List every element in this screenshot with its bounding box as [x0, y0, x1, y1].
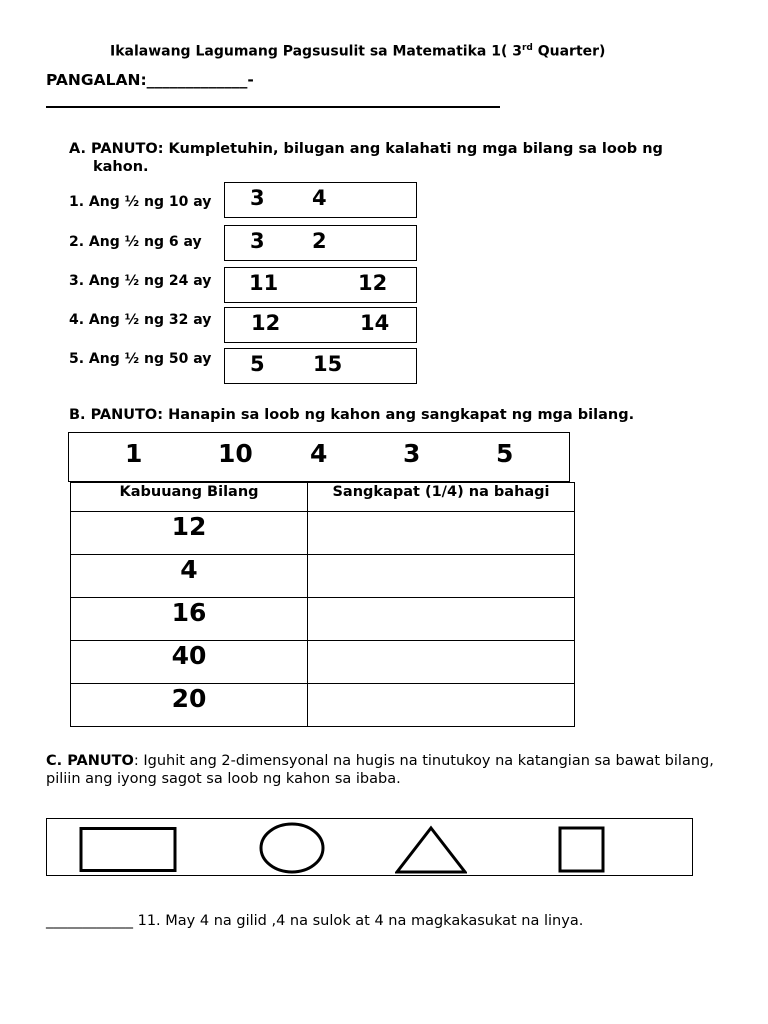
table-row	[71, 555, 575, 598]
choice[interactable]: 11	[249, 271, 279, 295]
name-field-label: PANGALAN:_____________-	[46, 71, 254, 89]
total-number: 20	[71, 684, 308, 727]
choice[interactable]: 5	[496, 439, 514, 468]
fraction-table	[70, 482, 575, 727]
item-2-box[interactable]	[224, 225, 417, 261]
triangle-shape[interactable]	[395, 825, 467, 874]
table-row	[71, 512, 575, 555]
rectangle-shape[interactable]	[79, 827, 177, 873]
item-4-label: 4. Ang ½ ng 32 ay	[69, 312, 212, 328]
table-row	[71, 641, 575, 684]
shapes-box	[46, 818, 693, 876]
square-shape[interactable]	[558, 826, 606, 874]
total-number: 12	[71, 512, 308, 555]
choices-box	[68, 432, 570, 482]
choice[interactable]: 12	[251, 311, 281, 335]
item-5-label: 5. Ang ½ ng 50 ay	[69, 351, 212, 367]
item-5-box[interactable]	[224, 348, 417, 384]
choice[interactable]: 3	[250, 229, 265, 253]
table-row	[71, 598, 575, 641]
answer-cell[interactable]	[308, 684, 575, 727]
table-row	[71, 684, 575, 727]
total-number: 16	[71, 598, 308, 641]
item-1-label: 1. Ang ½ ng 10 ay	[69, 194, 212, 210]
total-number: 40	[71, 641, 308, 684]
table-header-row	[71, 483, 575, 512]
column-header: Sangkapat (1/4) na bahagi	[308, 483, 575, 512]
choice[interactable]: 3	[403, 439, 421, 468]
choice[interactable]: 4	[312, 186, 327, 210]
answer-cell[interactable]	[308, 598, 575, 641]
question-11[interactable]: ____________ 11. May 4 na gilid ,4 na sulok at 4 na magkakasukat na linya.	[46, 913, 584, 929]
worksheet-title: Ikalawang Lagumang Pagsusulit sa Matematika 1( 3rd Quarter)	[110, 43, 606, 60]
choice[interactable]: 10	[218, 439, 253, 468]
answer-cell[interactable]	[308, 512, 575, 555]
item-1-box[interactable]	[224, 182, 417, 218]
divider-line	[46, 106, 500, 108]
choice[interactable]: 5	[250, 352, 265, 376]
choice[interactable]: 14	[360, 311, 390, 335]
choice[interactable]: 4	[310, 439, 328, 468]
choice[interactable]: 3	[250, 186, 265, 210]
total-number: 4	[71, 555, 308, 598]
item-2-label: 2. Ang ½ ng 6 ay	[69, 234, 202, 250]
section-b-instruction: B. PANUTO: Hanapin sa loob ng kahon ang sangkapat ng mga bilang.	[69, 407, 635, 423]
answer-cell[interactable]	[308, 555, 575, 598]
choice[interactable]: 15	[313, 352, 343, 376]
circle-shape[interactable]	[259, 822, 325, 874]
item-3-label: 3. Ang ½ ng 24 ay	[69, 273, 212, 289]
answer-cell[interactable]	[308, 641, 575, 684]
section-a-instruction: A. PANUTO: Kumpletuhin, bilugan ang kalahati ng mga bilang sa loob ng kahon.	[69, 141, 663, 175]
item-3-box[interactable]	[224, 267, 417, 303]
choice[interactable]: 1	[125, 439, 143, 468]
item-4-box[interactable]	[224, 307, 417, 343]
choice[interactable]: 2	[312, 229, 327, 253]
section-c-instruction: C. PANUTO: Iguhit ang 2-dimensyonal na hugis na tinutukoy na katangian sa bawat bilang, piliin ang iyong sagot sa loob ng kahon sa ibaba.	[46, 753, 714, 787]
choice[interactable]: 12	[358, 271, 388, 295]
column-header: Kabuuang Bilang	[71, 483, 308, 512]
